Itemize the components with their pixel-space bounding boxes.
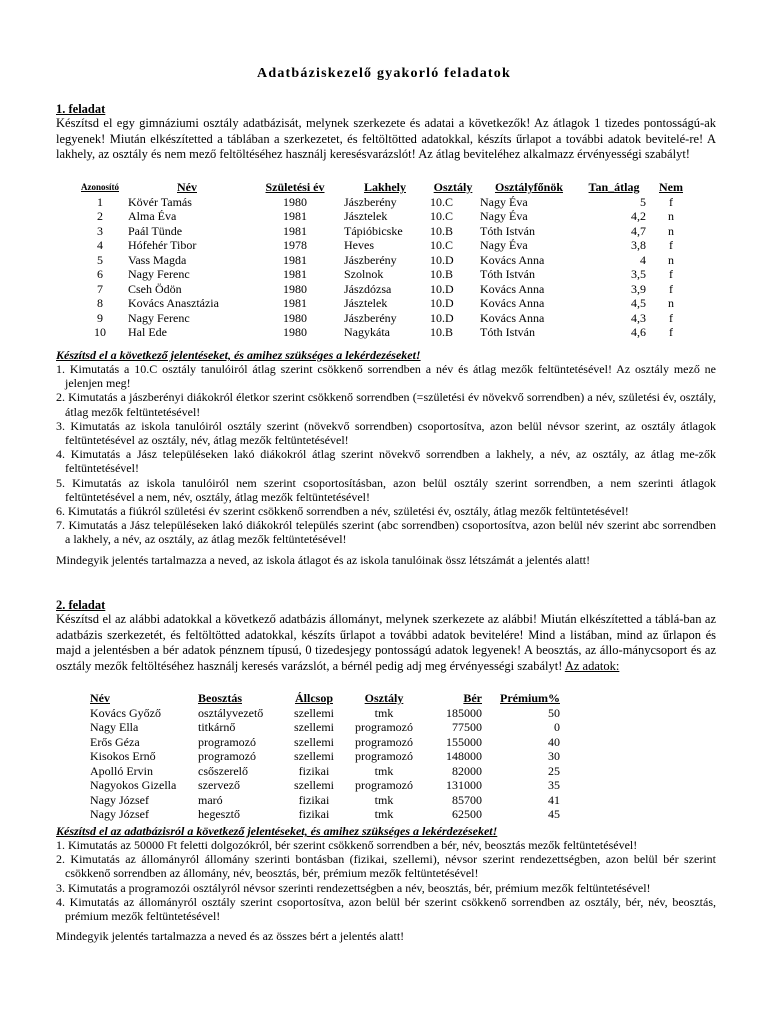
table-cell: Nagy Éva — [480, 194, 528, 209]
table-row — [74, 282, 694, 297]
table-cell: Hal Ede — [128, 325, 167, 339]
table-cell: 131000 — [446, 778, 482, 792]
table-cell: Nagy József — [90, 807, 149, 821]
table-cell: 4,5 — [631, 296, 646, 310]
table-cell: Tápióbicske — [344, 223, 403, 238]
table-cell: 2 — [97, 209, 103, 223]
table-cell: tmk — [374, 763, 394, 778]
table-cell: 1981 — [283, 296, 307, 310]
table-cell: csőszerelő — [198, 763, 248, 778]
task1-report-list — [56, 362, 716, 547]
table-row — [74, 311, 694, 326]
table-cell: maró — [198, 792, 223, 807]
table-cell: Paál Tünde — [128, 223, 183, 238]
table-cell: 77500 — [452, 720, 482, 734]
table-cell: f — [669, 267, 673, 281]
table-cell: Nagyokos Gizella — [90, 778, 177, 792]
table-cell: 10.D — [430, 296, 454, 310]
table-cell: programozó — [198, 749, 256, 763]
table-cell: Kovács Anna — [480, 252, 545, 267]
table-cell: hegesztő — [198, 807, 240, 821]
table-cell: szervező — [198, 778, 240, 792]
table-cell: 62500 — [452, 807, 482, 821]
table-cell: 8 — [97, 296, 103, 310]
column-header: Osztály — [364, 691, 404, 705]
table-cell: Nagy Ferenc — [128, 267, 190, 281]
table-header-row — [88, 691, 562, 706]
student-table — [74, 180, 694, 340]
column-header: Név — [90, 691, 110, 705]
table-cell: n — [668, 223, 674, 238]
task1-reports-heading: Készítsd el a következő jelentéseket, és amihez szükséges a lekérdezéseket! — [56, 348, 421, 362]
column-header: Állcsop — [294, 691, 333, 705]
table-cell: 10.B — [430, 267, 454, 281]
table-row — [74, 267, 694, 282]
column-header: Osztály — [433, 180, 473, 194]
table-cell: szellemi — [294, 705, 334, 720]
table-cell: n — [668, 252, 674, 267]
table-cell: f — [669, 281, 673, 296]
list-item: 1. Kimutatás a 10.C osztály tanulóiról átlag szerint csökkenő sorrendben a név és átlag mezők feltüntetésével! Az osztály mező ne jelenjen meg! — [56, 362, 716, 391]
table-cell: 10.D — [430, 281, 454, 296]
table-cell: Jászberény — [344, 252, 397, 267]
table-cell: fizikai — [298, 807, 330, 821]
table-row — [88, 735, 562, 750]
list-item: 3. Kimutatás az iskola tanulóiról osztály szerint (növekvő sorrendben) csoportosítva, azon belül névsor szerint, az osztály átlagok feltüntetésével az osztály, név, átlag mezők feltüntetésével! — [56, 418, 716, 448]
table-cell: 41 — [548, 792, 560, 807]
table-cell: 4,7 — [631, 223, 646, 238]
table-cell: tmk — [374, 792, 394, 807]
table-cell: Jásztelek — [344, 209, 388, 223]
list-item: 5. Kimutatás az iskola tanulóiról nem szerint csoportosításban, azon belül osztály szerint sorrendben, a nem szerinti átlagok feltüntetésével a nem, név, osztály, átlag mezők feltüntetésével! — [56, 475, 716, 504]
table-cell: Nagy Éva — [480, 209, 528, 223]
table-row — [88, 706, 562, 721]
table-row — [74, 238, 694, 253]
table-cell: programozó — [355, 734, 413, 749]
table-cell: Jászberény — [344, 310, 397, 325]
task2-report-list — [56, 838, 716, 923]
table-cell: Erős Géza — [90, 734, 140, 749]
table-cell: 82000 — [452, 763, 482, 778]
table-cell: 1981 — [283, 252, 307, 267]
table-cell: 3,5 — [631, 267, 646, 281]
table-cell: Szolnok — [344, 267, 384, 281]
table-cell: 1981 — [283, 209, 307, 223]
list-item: 3. Kimutatás a programozói osztályról névsor szerinti rendezettségben a név, beosztás, bér, prémium mezők feltüntetésével! — [56, 880, 651, 895]
table-cell: 1980 — [283, 194, 307, 209]
table-cell: Tóth István — [480, 325, 535, 339]
table-cell: fizikai — [298, 763, 330, 778]
table-cell: 4,6 — [631, 325, 646, 339]
table-cell: 5 — [97, 252, 103, 267]
table-cell: 0 — [554, 720, 560, 734]
task1-intro: Készítsd el egy gimnáziumi osztály adatbázisát, melynek szerkezete és adatai a következők! Az átlagok 1 tizedes pontosságú-ak legyenek! Miután elkészítetted a táblában a szerkezetet, és feltöltötted adatokkal, készíts űrlapot a további adatok bevitelé-re! A lakhely, az osztály és nem mező feltöltéséhez használj keresésvarázslót! Az átlag beviteléhez alkalmazz érvényességi szabályt! — [56, 116, 716, 162]
column-header: Prémium% — [500, 691, 560, 705]
table-cell: 85700 — [452, 792, 482, 807]
table-cell: Tóth István — [480, 267, 535, 281]
table-cell: 10.B — [430, 223, 454, 238]
table-cell: 40 — [548, 734, 560, 749]
table-cell: 10.C — [430, 194, 454, 209]
table-cell: 35 — [548, 778, 560, 792]
table-cell: Cseh Ödön — [128, 281, 182, 296]
column-header: Nem — [659, 180, 683, 194]
table-cell: Jásztelek — [344, 296, 388, 310]
table-cell: Hófehér Tibor — [128, 238, 197, 252]
table-cell: 10 — [94, 325, 106, 339]
table-cell: Kovács Anna — [480, 296, 545, 310]
table-cell: Nagykáta — [344, 325, 390, 339]
table-cell: 1981 — [283, 267, 307, 281]
table-cell: Vass Magda — [128, 252, 187, 267]
table-cell: programozó — [355, 778, 413, 792]
table-cell: 5 — [640, 194, 646, 209]
table-cell: programozó — [355, 720, 413, 734]
table-cell: Nagy Ferenc — [128, 310, 190, 325]
table-cell: 10.C — [430, 238, 454, 252]
table-cell: 10.D — [430, 252, 454, 267]
table-row — [74, 253, 694, 268]
column-header: Osztályfőnök — [494, 180, 563, 194]
table-cell: 3,9 — [631, 281, 646, 296]
list-item: 2. Kimutatás a jászberényi diákokról életkor szerint csökkenő sorrendben (=születési év növekvő sorrendben) a név, születési év, osztály, átlag mezők feltüntetésével! — [56, 390, 716, 419]
table-cell: f — [669, 194, 673, 209]
table-header-row — [74, 180, 694, 195]
table-row — [88, 764, 562, 779]
table-cell: Nagy Éva — [480, 238, 528, 252]
task2-reports-heading: Készítsd el az adatbázisról a következő jelentéseket, és amihez szükséges a lekérdezéseket! — [56, 824, 498, 838]
table-cell: szellemi — [294, 778, 334, 792]
table-row — [74, 224, 694, 239]
table-cell: 155000 — [446, 734, 482, 749]
table-cell: tmk — [374, 807, 394, 821]
table-cell: 45 — [548, 807, 560, 821]
task1-closing: Mindegyik jelentés tartalmazza a neved, az iskola átlagot és az iskola tanulóinak össz létszámát a jelentés alatt! — [56, 553, 591, 567]
table-row — [88, 793, 562, 808]
table-row — [88, 778, 562, 793]
table-cell: 10.B — [430, 325, 454, 339]
table-cell: 3,8 — [631, 238, 646, 252]
table-cell: 10.C — [430, 209, 454, 223]
list-item: 6. Kimutatás a fiúkról születési év szerint csökkenő sorrendben a név, születési év, osztály, átlag mezők feltüntetésével! — [56, 504, 629, 519]
table-cell: Nagy József — [90, 792, 149, 807]
table-cell: 1978 — [283, 238, 307, 252]
table-cell: Kisokos Ernő — [90, 749, 156, 763]
table-cell: szellemi — [294, 734, 334, 749]
table-row — [74, 209, 694, 224]
list-item: 4. Kimutatás az állományról osztály szerint csoportosítva, azon belül bér szerint csökkenő sorrendben az osztály, bér, név, beosztás, prémium mezők feltüntetésével! — [56, 894, 716, 924]
table-cell: Kovács Anasztázia — [128, 296, 219, 310]
table-cell: 1 — [97, 194, 103, 209]
table-cell: Kovács Anna — [480, 310, 545, 325]
table-cell: 148000 — [446, 749, 482, 763]
task2-closing: Mindegyik jelentés tartalmazza a neved és az összes bért a jelentés alatt! — [56, 929, 405, 943]
table-row — [88, 720, 562, 735]
table-cell: 9 — [97, 310, 103, 325]
table-cell: 4 — [640, 252, 646, 267]
column-header: Azonosító — [81, 182, 119, 192]
task2-data-label: Az adatok: — [564, 658, 620, 673]
list-item: 1. Kimutatás az 50000 Ft feletti dolgozókról, bér szerint csökkenő sorrendben a bér, név, beosztás mezők feltüntetésével! — [56, 838, 638, 852]
task2-intro-text: Készítsd el az alábbi adatokkal a következő adatbázis állományt, melynek szerkezete az alábbi! Miután elkészítetted a táblá-ban az adatbázis szerkezetét, és feltöltötted adatokkal, készíts űrlapot a további adatok bevitelére! Mind a listában, mind az űrlapon és majd a jelentésben a bér adatok pénznem típusú, 0 tizedesjegy pontosságú adatok legyenek! A beosztás, az állo-mánycsoport és az osztály mezők feltöltéséhez használj keresés varázslót, a bérnél pedig adj meg érvényességi szabályt! — [56, 612, 716, 673]
table-cell: Jászberény — [344, 194, 397, 209]
list-item: 2. Kimutatás az állományról állomány szerinti bontásban (fizikai, szellemi), névsor szerint rendezettségben, azon belül bér szerint csökkenő sorrendben az állomány, név, beosztás, bér, prémium mezők feltüntetésével! — [56, 852, 716, 881]
table-cell: Kövér Tamás — [128, 194, 192, 209]
table-cell: 10.D — [430, 310, 454, 325]
table-cell: f — [669, 238, 673, 252]
list-item: 7. Kimutatás a Jász településeken lakó diákokról település szerint (abc sorrendben) csoportosítva, azon belül név szerint abc sorrendben a lakhely, a név, az osztály, az átlag mezők feltüntetésével! — [56, 518, 716, 547]
table-cell: Alma Éva — [128, 209, 177, 223]
table-cell: Nagy Ella — [90, 720, 139, 734]
table-cell: 7 — [97, 281, 103, 296]
table-cell: fizikai — [298, 792, 330, 807]
task2-heading: 2. feladat — [56, 598, 106, 612]
column-header: Születési év — [265, 180, 325, 194]
column-header: Név — [177, 180, 197, 194]
table-cell: 4,2 — [631, 209, 646, 223]
column-header: Beosztás — [198, 691, 242, 705]
employee-table — [88, 691, 562, 822]
table-cell: 30 — [548, 749, 560, 763]
table-row — [74, 296, 694, 311]
table-cell: titkárnő — [198, 720, 236, 734]
table-cell: n — [668, 209, 674, 223]
table-cell: 4 — [97, 238, 103, 252]
table-cell: 25 — [548, 763, 560, 778]
table-cell: Heves — [344, 238, 374, 252]
table-cell: programozó — [198, 734, 256, 749]
table-row — [74, 195, 694, 210]
task2-intro — [56, 612, 716, 674]
table-cell: Tóth István — [480, 223, 535, 238]
table-cell: 1981 — [283, 223, 307, 238]
table-cell: 3 — [97, 223, 103, 238]
table-cell: 50 — [548, 705, 560, 720]
table-row — [88, 749, 562, 764]
table-cell: 6 — [97, 267, 103, 281]
column-header: Bér — [463, 691, 482, 705]
table-cell: osztályvezető — [198, 705, 264, 720]
table-cell: programozó — [355, 749, 413, 763]
table-cell: n — [668, 296, 674, 310]
column-header: Tan_átlag — [588, 180, 640, 194]
table-cell: szellemi — [294, 749, 334, 763]
table-cell: Kovács Győző — [90, 705, 161, 720]
table-cell: 1980 — [283, 281, 307, 296]
document-title: Adatbáziskezelő gyakorló feladatok — [257, 66, 511, 81]
table-row — [88, 807, 562, 822]
table-cell: f — [669, 325, 673, 339]
list-item: 4. Kimutatás a Jász településeken lakó diákokról átlag szerint növekvő sorrendben a lakhely, a név, az osztály, az átlag me-zők feltüntetésével! — [56, 447, 716, 476]
table-cell: f — [669, 310, 673, 325]
table-cell: szellemi — [294, 720, 334, 734]
table-cell: 4,3 — [631, 310, 646, 325]
table-cell: 185000 — [446, 705, 482, 720]
table-cell: tmk — [374, 705, 394, 720]
column-header: Lakhely — [363, 180, 406, 194]
table-cell: 1980 — [283, 325, 307, 339]
table-cell: Jászdózsa — [344, 281, 392, 296]
task1-heading: 1. feladat — [56, 102, 106, 116]
table-cell: Kovács Anna — [480, 281, 545, 296]
table-cell: Apolló Ervin — [90, 763, 153, 778]
table-cell: 1980 — [283, 310, 307, 325]
table-row — [74, 325, 694, 340]
